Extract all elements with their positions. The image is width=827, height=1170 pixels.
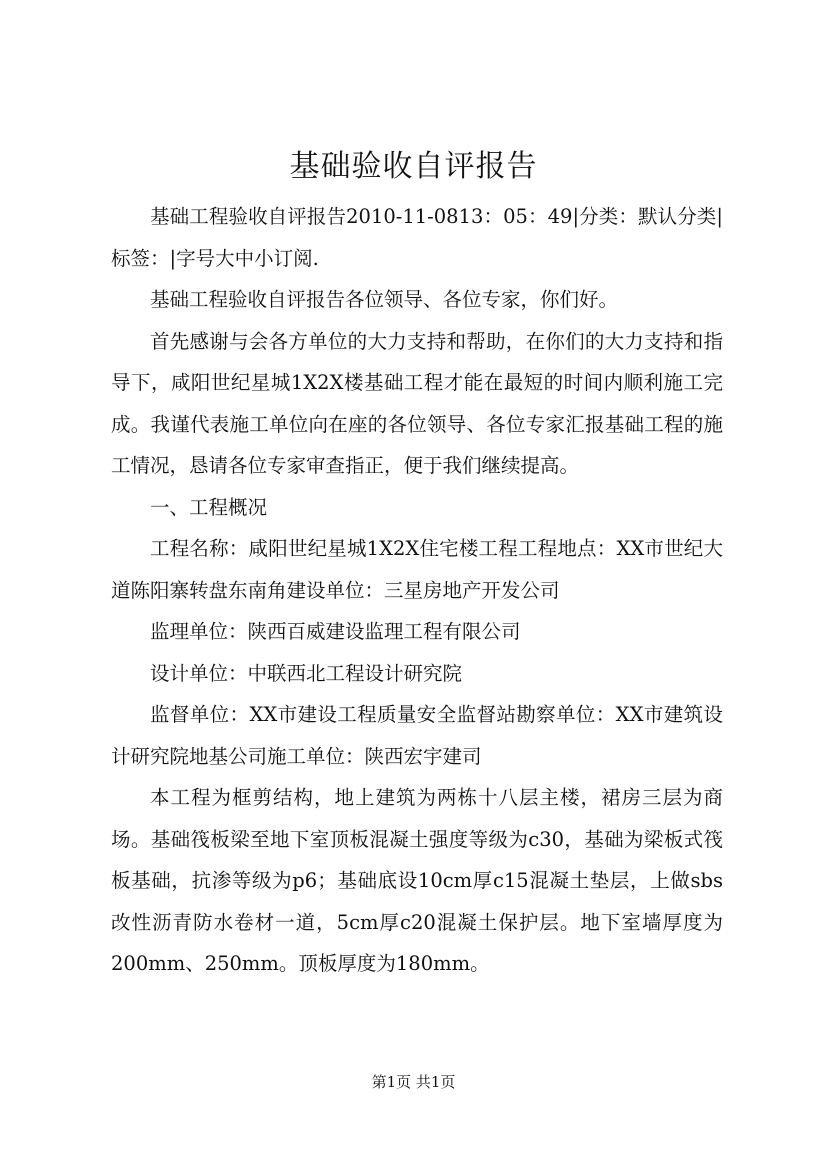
paragraph-project-name: 工程名称：咸阳世纪星城1X2X住宅楼工程工程地点：XX市世纪大道陈阳寨转盘东南角建设单位：三星房地产开发公司 bbox=[111, 537, 723, 602]
paragraph-structure: 本工程为框剪结构，地上建筑为两栋十八层主楼，裙房三层为商场。基础筏板梁至地下室顶板混凝土强度等级为c30，基础为梁板式筏板基础，抗渗等级为p6；基础底设10cm厚c15混凝土垫层，上做sbs改性沥青防水卷材一道，5cm厚c20混凝土保护层。地下室墙厚度为200mm、250mm。顶板厚度为180mm。 bbox=[111, 786, 723, 975]
paragraph-design-unit: 设计单位：中联西北工程设计研究院 bbox=[150, 661, 463, 685]
paragraph-inspection-unit: 监督单位：XX市建设工程质量安全监督站勘察单位：XX市建筑设计研究院地基公司施工单位：陕西宏宇建司 bbox=[111, 703, 723, 768]
paragraph-supervision-unit: 监理单位：陕西百威建设监理工程有限公司 bbox=[150, 620, 521, 643]
document-title: 基础验收自评报告 bbox=[289, 149, 538, 184]
paragraph-greeting: 基础工程验收自评报告各位领导、各位专家，你们好。 bbox=[150, 288, 619, 311]
document-body bbox=[111, 196, 723, 985]
page-footer: 第1页 共1页 bbox=[371, 1073, 456, 1091]
paragraph-meta-line: 基础工程验收自评报告2010-11-0813：05：49|分类：默认分类|标签：|字号大中小订阅. bbox=[111, 205, 723, 270]
section-heading-overview: 一、工程概况 bbox=[150, 495, 268, 519]
paragraph-thanks: 首先感谢与会各方单位的大力支持和帮助，在你们的大力支持和指导下，咸阳世纪星城1X2X楼基础工程才能在最短的时间内顺利施工完成。我谨代表施工单位向在座的各位领导、各位专家汇报基础工程的施工情况，恳请各位专家审查指正，便于我们继续提高。 bbox=[111, 329, 723, 477]
